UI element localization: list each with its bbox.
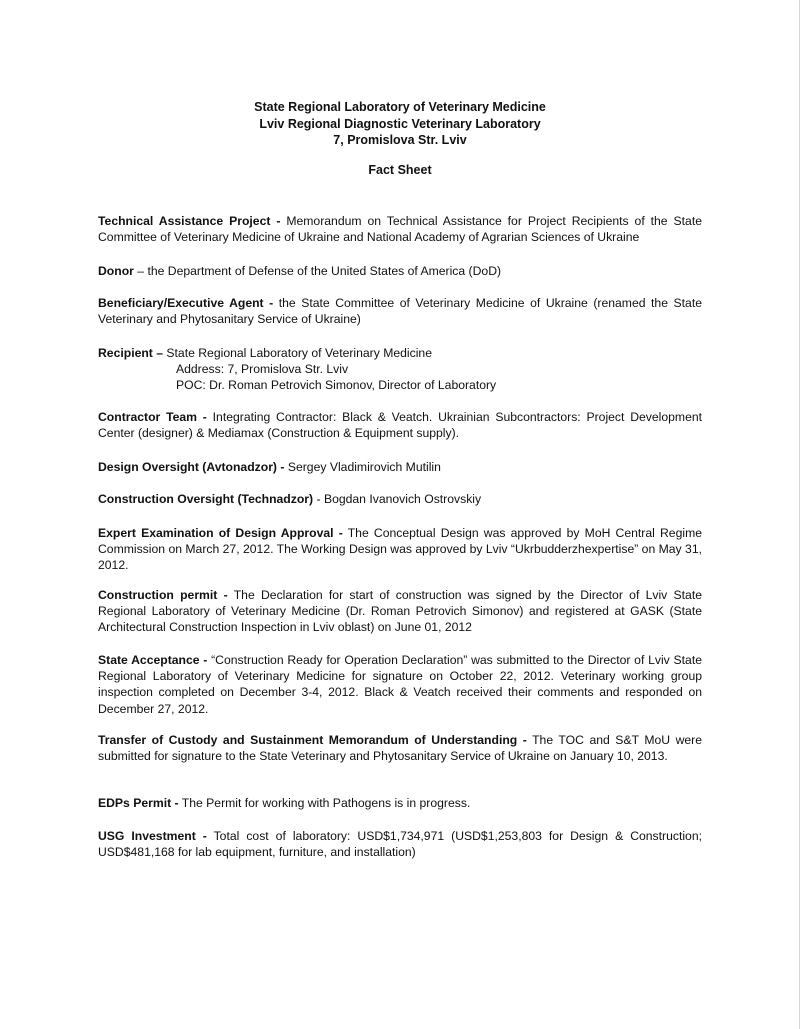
section-text: The Permit for working with Pathogens is in progress. — [178, 796, 471, 810]
section-expert-examination — [98, 525, 702, 574]
recipient-poc: POC: Dr. Roman Petrovich Simonov, Director of Laboratory — [176, 378, 497, 393]
section-state-acceptance — [98, 652, 702, 717]
header-line-2: Lviv Regional Diagnostic Veterinary Laboratory — [259, 116, 541, 131]
section-label: Transfer of Custody and Sustainment Memorandum of Understanding - — [98, 733, 527, 747]
section-beneficiary — [98, 295, 702, 327]
section-transfer-of-custody — [98, 732, 702, 764]
section-text: the State Committee of Veterinary Medicine of Ukraine (renamed the State Veterinary and Phytosanitary Service of Ukraine) — [98, 296, 702, 327]
section-contractor-team — [98, 409, 702, 441]
section-text: - Bogdan Ivanovich Ostrovskiy — [313, 492, 482, 506]
section-text: Memorandum on Technical Assistance for Project Recipients of the State Committee of Veterinary Medicine of Ukraine and National Academy of Agrarian Sciences of Ukraine — [98, 214, 702, 245]
section-text: The Declaration for start of construction was signed by the Director of Lviv State Regional Laboratory of Veterinary Medicine (Dr. Roman Petrovich Simonov) and registered at GASK (State Architectural Construction Inspection in Lviv oblast) on June 01, 2012 — [98, 588, 702, 635]
section-edps-permit — [98, 795, 702, 811]
section-design-oversight — [98, 459, 702, 475]
section-label: Donor — [98, 264, 134, 278]
section-text: Sergey Vladimirovich Mutilin — [284, 460, 441, 474]
header-line-1: State Regional Laboratory of Veterinary Medicine — [254, 100, 546, 114]
section-text: “Construction Ready for Operation Declaration” was submitted to the Director of Lviv State Regional Laboratory of Veterinary Medicine for signature on October 22, 2012. Veterinary working group inspection completed on December 3-4, 2012. Black & Veatch received their comments and responded on December 27, 2012. — [98, 653, 702, 716]
section-text: Integrating Contractor: Black & Veatch. Ukrainian Subcontractors: Project Development Center (designer) & Mediamax (Construction & Equipment supply). — [98, 410, 703, 441]
document-header — [0, 99, 800, 149]
header-line-3: 7, Promislova Str. Lviv — [333, 133, 467, 147]
section-label: Recipient – — [98, 346, 164, 360]
section-usg-investment — [98, 828, 702, 860]
recipient-line-1 — [98, 345, 702, 361]
section-label: Technical Assistance Project - — [98, 214, 281, 228]
section-label: USG Investment - — [98, 829, 207, 843]
fact-sheet-title: Fact Sheet — [368, 163, 432, 177]
section-label: Design Oversight (Avtonadzor) - — [98, 460, 285, 474]
section-label: Contractor Team - — [98, 410, 207, 424]
recipient-name: State Regional Laboratory of Veterinary Medicine — [163, 346, 432, 360]
section-recipient — [98, 345, 702, 394]
section-construction-permit — [98, 587, 702, 636]
recipient-address: Address: 7, Promislova Str. Lviv — [176, 362, 349, 377]
section-technical-assistance — [98, 213, 702, 245]
section-text: Total cost of laboratory: USD$1,734,971 (USD$1,253,803 for Design & Construction; USD$481,168 for lab equipment, furniture, and installation) — [98, 829, 702, 860]
section-label: State Acceptance - — [98, 653, 208, 667]
section-label: EDPs Permit - — [98, 796, 179, 810]
section-text: – the Department of Defense of the United States of America (DoD) — [133, 264, 502, 278]
section-label: Construction Oversight (Technadzor) — [98, 492, 314, 506]
section-donor — [98, 263, 702, 279]
section-label: Beneficiary/Executive Agent - — [98, 296, 274, 310]
section-text: The Conceptual Design was approved by MoH Central Regime Commission on March 27, 2012. The Working Design was approved by Lviv “Ukrbudderzhexpertise” on May 31, 2012. — [98, 526, 703, 573]
section-label: Expert Examination of Design Approval - — [98, 526, 343, 540]
section-text: The TOC and S&T MoU were submitted for signature to the State Veterinary and Phytosanitary Service of Ukraine on January 10, 2013. — [98, 733, 702, 764]
section-construction-oversight — [98, 491, 702, 507]
section-label: Construction permit - — [98, 588, 228, 602]
